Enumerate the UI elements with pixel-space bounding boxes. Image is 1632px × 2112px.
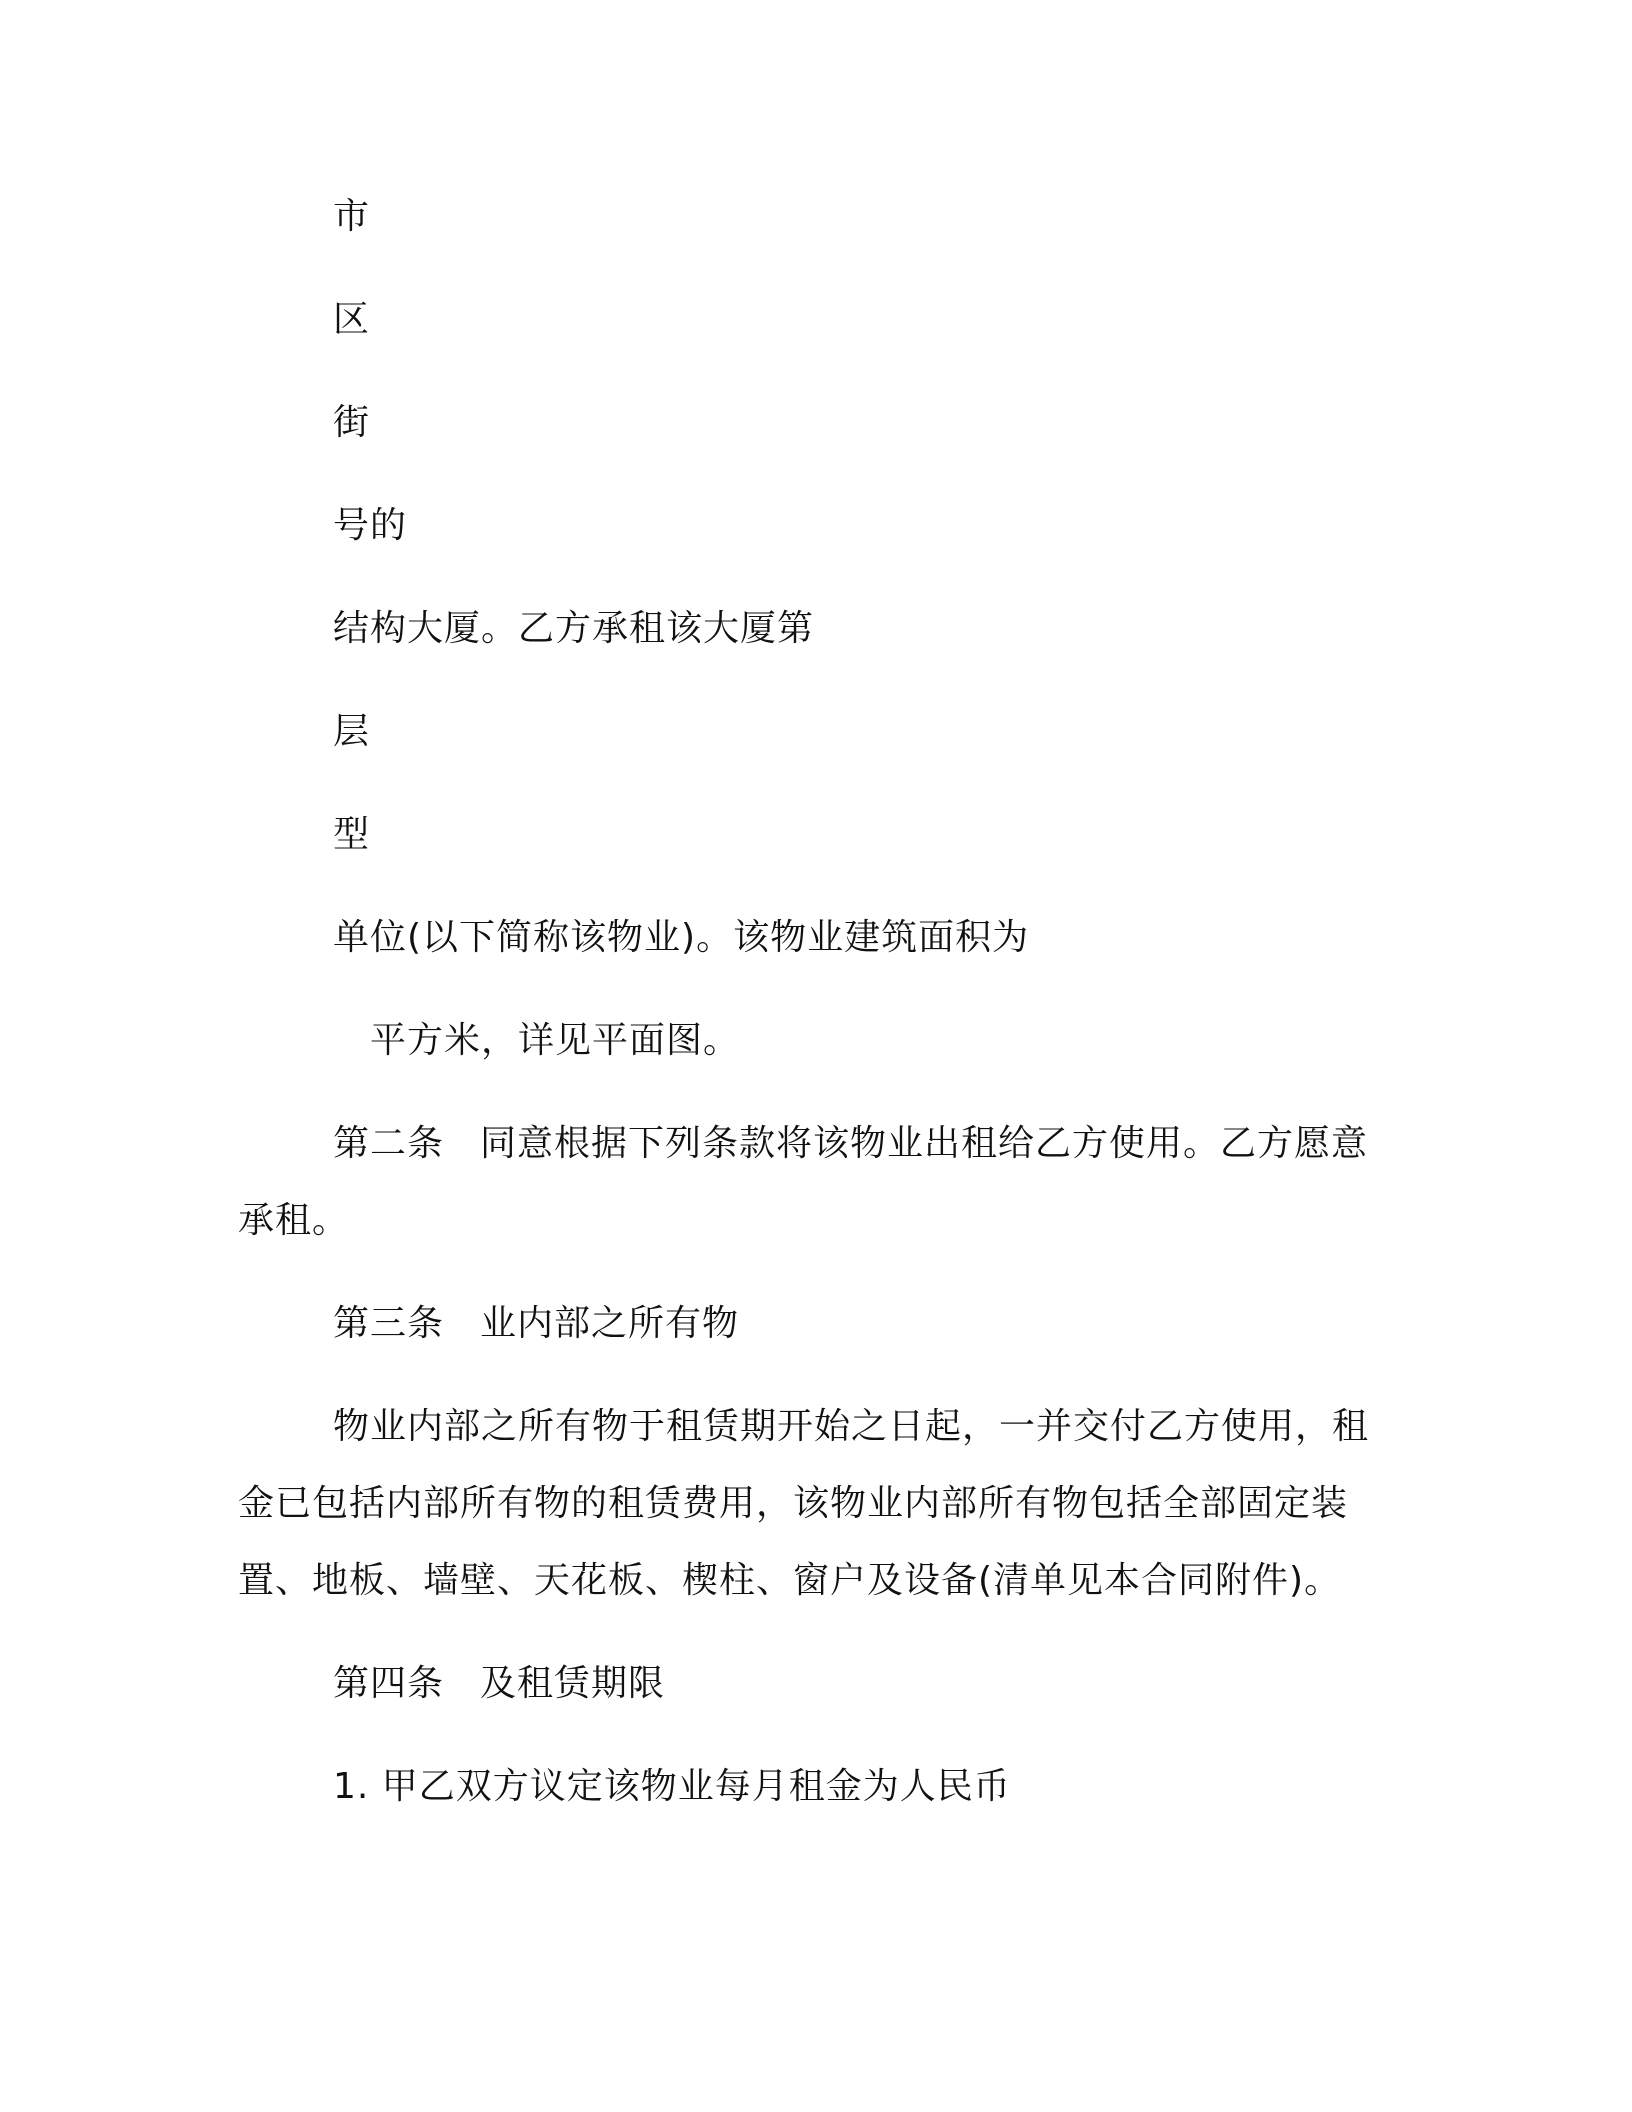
text-line-district: 区 — [333, 299, 371, 340]
article-4-item-1: 1. 甲乙双方议定该物业每月租金为人民币 — [333, 1766, 1011, 1807]
text-line-city: 市 — [333, 196, 371, 237]
text-line-number: 号的 — [333, 505, 408, 546]
article-2-continuation: 承租。 — [238, 1200, 350, 1241]
article-3-title: 业内部之所有物 — [480, 1303, 740, 1344]
text-line-street: 街 — [333, 402, 371, 443]
article-3-line — [333, 1301, 739, 1347]
article-2-line — [333, 1121, 1368, 1167]
article-3-paragraph-line-1: 物业内部之所有物于租赁期开始之日起，一并交付乙方使用，租 — [333, 1406, 1370, 1447]
text-line-structure: 结构大厦。乙方承租该大厦第 — [333, 608, 815, 649]
text-line-floor: 层 — [333, 711, 371, 752]
text-line-type: 型 — [333, 814, 371, 855]
article-3-paragraph-line-3: 置、地板、墙壁、天花板、楔柱、窗户及设备(清单见本合同附件)。 — [238, 1560, 1342, 1601]
article-4-heading: 第四条 — [333, 1663, 445, 1704]
article-4-line — [333, 1661, 665, 1707]
article-3-paragraph-line-2: 金已包括内部所有物的租赁费用，该物业内部所有物包括全部固定装 — [238, 1483, 1349, 1524]
text-line-unit: 单位(以下简称该物业)。该物业建筑面积为 — [333, 917, 1030, 958]
article-4-title: 及租赁期限 — [480, 1663, 666, 1704]
article-3-heading: 第三条 — [333, 1303, 445, 1344]
text-line-area: 平方米，详见平面图。 — [370, 1020, 741, 1061]
article-2-text: 同意根据下列条款将该物业出租给乙方使用。乙方愿意 — [480, 1123, 1369, 1164]
article-2-heading: 第二条 — [333, 1123, 445, 1164]
